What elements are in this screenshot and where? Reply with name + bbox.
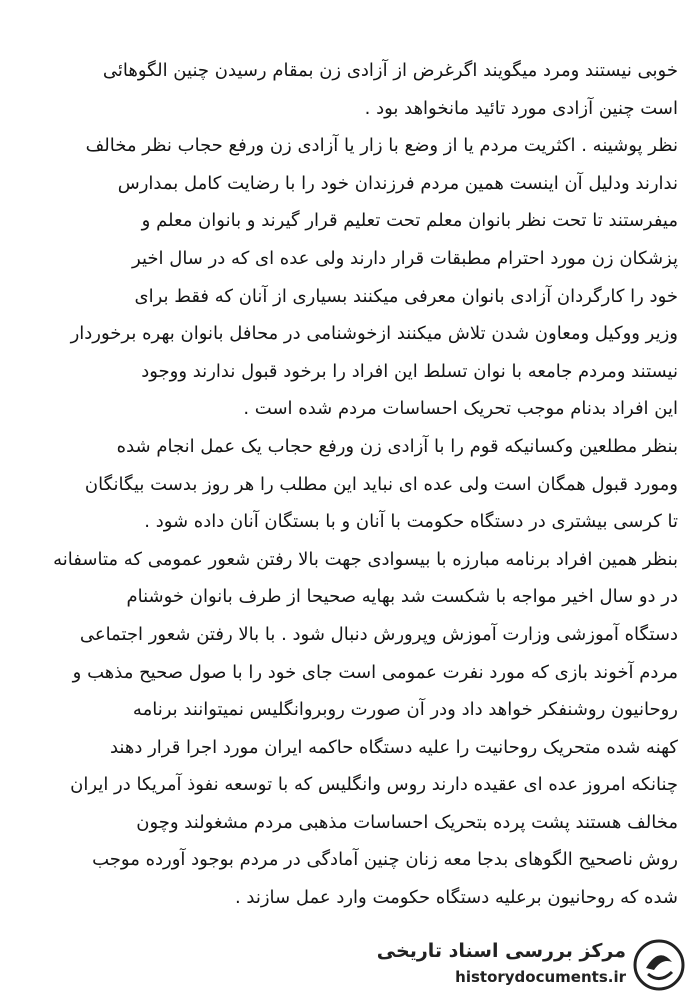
text-line: مخالف هستند پشت پرده بتحریک احساسات مذهبی مردم مشغولند وچون [136, 811, 678, 833]
text-line: نظر پوشینه . اکثریت مردم یا از وضع با زار یا آزادی زن ورفع حجاب نظر مخالف [85, 135, 678, 157]
text-line: ندارند ودلیل آن اینست همین مردم فرزندان خود را با رضایت کامل بمدارس [117, 172, 678, 194]
text-line: مردم آخوند بازی که مورد نفرت عمومی است جای خود را با صول صحیح مذهب و [72, 661, 678, 683]
text-line: است چنین آزادی مورد تائید مانخواهد بود . [364, 97, 678, 119]
text-line: چنانکه امروز عده ای عقیده دارند روس وانگلیس که با توسعه نفوذ آمریکا در ایران [70, 774, 678, 796]
archive-watermark [376, 936, 692, 996]
text-line: دستگاه آموزشی وزارت آموزش وپرورش دنبال شود . با بالا رفتن شعور اجتماعی [79, 623, 678, 645]
text-line: روش ناصحیح الگوهای بدجا معه زنان چنین آمادگی در مردم بوجود آورده موجب [92, 849, 678, 871]
text-line: در دو سال اخیر مواجه با شکست شد بهایه صحیحا از طرف بانوان خوشنام [126, 586, 678, 608]
text-line: شده که روحانیون برعلیه دستگاه حکومت وارد عمل سازند . [234, 887, 678, 909]
text-line: پزشکان زن مورد احترام مطبقات قرار دارند ولی عده ای که در سال اخیر [132, 247, 678, 269]
watermark-title: مرکز بررسی اسناد تاریخی [376, 940, 626, 962]
text-line: بنظر مطلعین وکسانیکه قوم را با آزادی زن ورفع حجاب یک عمل انجام شده [116, 435, 678, 457]
text-line: این افراد بدنام موجب تحریک احساسات مردم شده است . [243, 398, 678, 420]
text-line: خود را کارگردان آزادی بانوان معرفی میکنند بسیاری از آنان که فقط برای [134, 285, 678, 307]
text-line: نیستند ومردم جامعه با نوان تسلط این افراد را برخود قبول ندارند ووجود [141, 360, 678, 382]
text-line: میفرستند تا تحت نظر بانوان معلم تحت تعلیم قرار گیرند و بانوان معلم و [141, 210, 678, 232]
text-line: تا کرسی بیشتری در دستگاه حکومت با آنان و با بستگان آنان داده شود . [144, 511, 678, 533]
text-line: وزیر ووکیل ومعاون شدن تلاش میکنند ازخوشنامی در محافل بانوان بهره برخوردار [70, 323, 678, 345]
text-line: کهنه شده متحریک روحانیت را علیه دستگاه حاکمه ایران مورد اجرا قرار دهند [109, 736, 678, 758]
text-line: ومورد قبول همگان است ولی عده ای نباید این مطلب را هر روز بدست بیگانگان [84, 473, 678, 495]
archive-logo-icon [632, 938, 686, 992]
text-line: خوبی نیستند ومرد میگویند اگرغرض از آزادی زن بمقام رسیدن چنین الگوهائی [102, 60, 678, 81]
document-body [22, 52, 678, 917]
text-line: بنظر همین افراد برنامه مبارزه با بیسوادی جهت بالا رفتن شعور عمومی که متاسفانه [53, 548, 678, 570]
text-line: روحانیون روشنفکر خواهد داد ودر آن صورت روبروانگلیس نمیتوانند برنامه [132, 699, 678, 721]
watermark-url: historydocuments.ir [455, 968, 626, 986]
